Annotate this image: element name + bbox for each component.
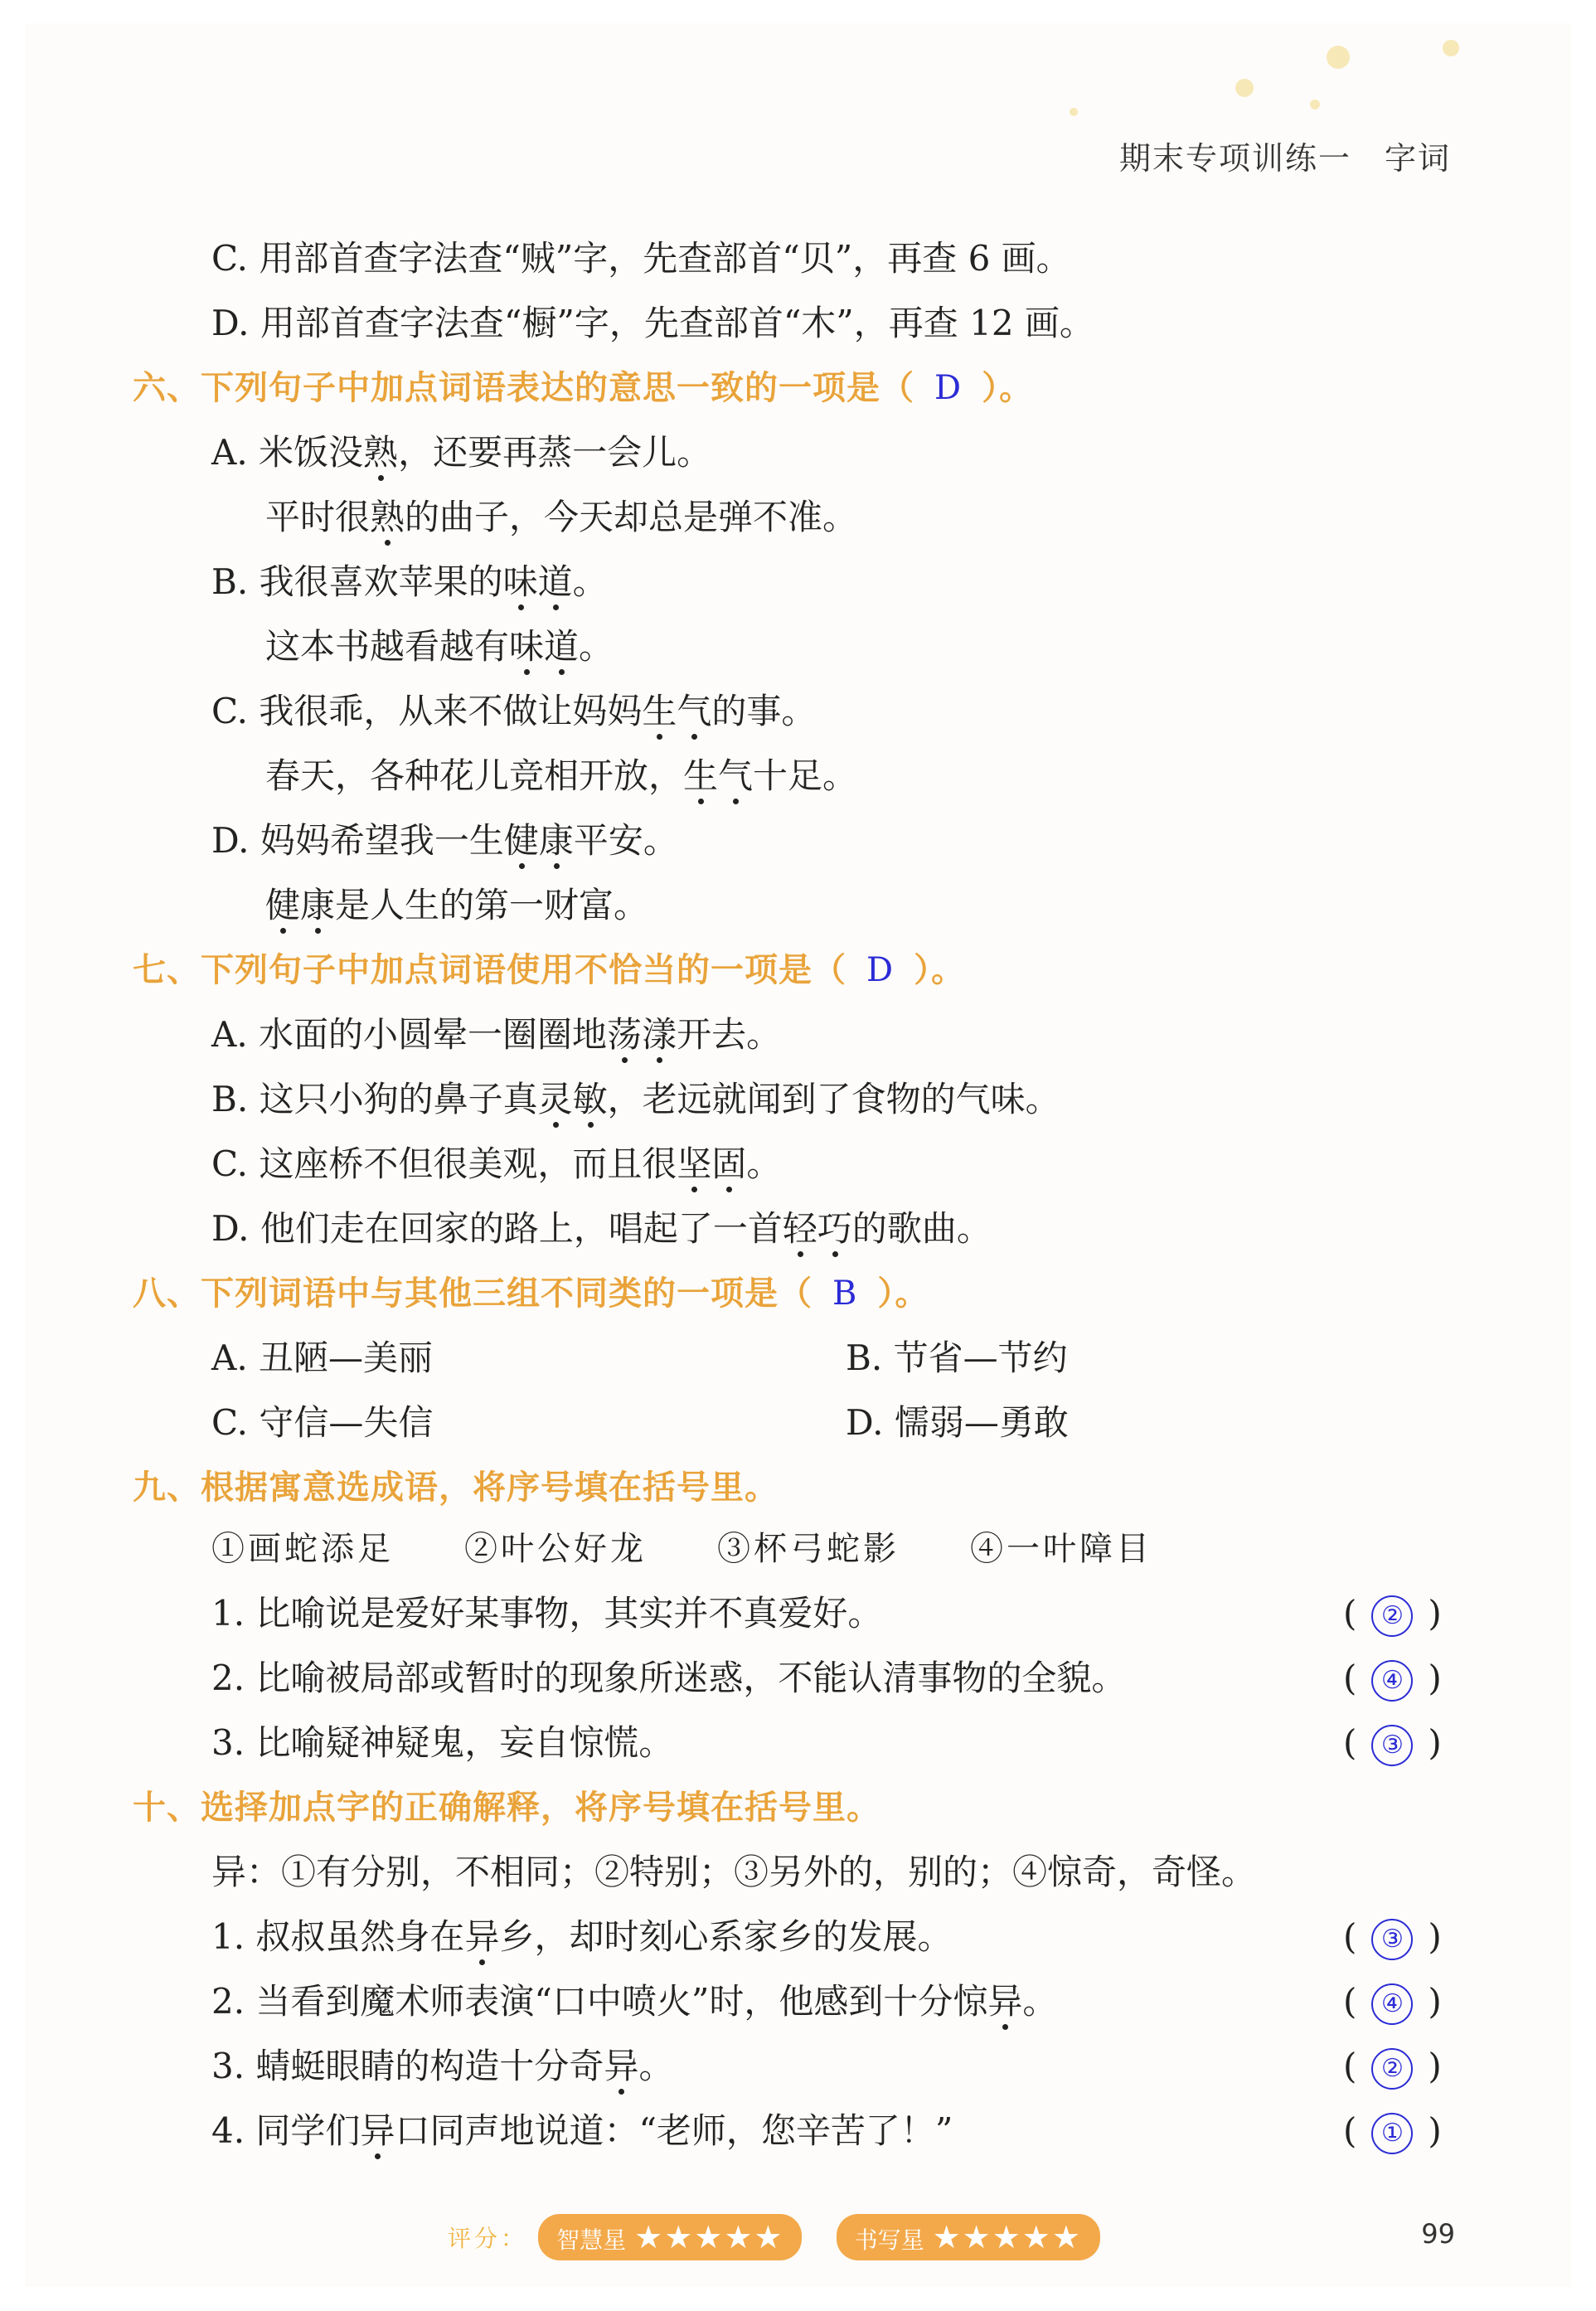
section-9-title: 九、根据寓意选成语，将序号填在括号里。 <box>133 1469 779 1507</box>
dotted-char: 灵 <box>537 1079 573 1119</box>
text: 平时很 <box>265 497 371 537</box>
option-c-q6 <box>211 688 816 735</box>
text: 。 <box>746 1143 782 1184</box>
star-rating-icon: ★★★★★ <box>634 2219 784 2255</box>
sparkle-decoration <box>1310 100 1320 109</box>
paren-close: ) <box>1428 2110 1442 2151</box>
idiom-choice: ②叶公好龙 <box>464 1530 647 1568</box>
text: 乡，却时刻心系家乡的发展。 <box>499 1916 953 1957</box>
answer-box-10-4 <box>1343 2108 1442 2154</box>
section-6-text: 六、下列句子中加点词语表达的意思一致的一项是（ <box>133 369 914 407</box>
section-6-answer: D <box>934 369 963 407</box>
answer-box-10-2 <box>1343 1978 1442 2025</box>
question-10-1 <box>211 1914 952 1960</box>
answer-mark: ③ <box>1371 1725 1413 1766</box>
text: B. 我很喜欢苹果的 <box>211 561 503 602</box>
answer-mark: ① <box>1371 2113 1413 2154</box>
dotted-char: 康 <box>300 885 336 925</box>
option-b-q6 <box>211 559 608 605</box>
dotted-char: 漾 <box>642 1014 677 1055</box>
dotted-char: 气 <box>718 755 754 796</box>
paren-open: ( <box>1343 1658 1357 1698</box>
paren-close: ) <box>1428 1916 1442 1957</box>
section-8-title <box>133 1270 929 1317</box>
text: 3. 蜻蜓眼睛的构造十分奇 <box>211 2046 604 2086</box>
text: 的曲子，今天却总是弹不准。 <box>405 497 858 537</box>
dotted-char: 熟 <box>363 432 399 473</box>
idiom-choices <box>211 1526 1223 1572</box>
header-section: 期末专项训练一 <box>1118 140 1351 177</box>
option-d-q6-line2 <box>265 882 648 929</box>
paren-close: ) <box>1428 2046 1442 2086</box>
writing-star-badge <box>837 2214 1100 2260</box>
section-10-title: 十、选择加点字的正确解释，将序号填在括号里。 <box>133 1789 880 1827</box>
text: 的事。 <box>711 691 817 731</box>
idiom-choice: ③杯弓蛇影 <box>717 1530 900 1568</box>
text: C. 我很乖，从来不做让妈妈 <box>211 691 643 731</box>
paren-open: ( <box>1343 1981 1357 2022</box>
paren-open: ( <box>1343 1722 1357 1763</box>
page-header <box>1119 133 1451 178</box>
option-c-q7 <box>211 1141 781 1187</box>
paren-open: ( <box>1343 2110 1357 2151</box>
text: 春天，各种花儿竞相开放， <box>265 755 684 796</box>
paren-open: ( <box>1343 1593 1357 1634</box>
text: 。 <box>1022 1981 1058 2022</box>
paren-open: ( <box>1343 1916 1357 1957</box>
section-7-answer: D <box>866 951 895 989</box>
text: 这本书越看越有 <box>265 626 510 667</box>
dotted-char: 生 <box>683 755 719 796</box>
text: 开去。 <box>677 1014 782 1055</box>
header-topic: 字词 <box>1384 140 1451 177</box>
dotted-char: 味 <box>509 626 545 667</box>
sparkle-decoration <box>1070 108 1078 116</box>
answer-box-9-3 <box>1343 1720 1442 1766</box>
sparkle-decoration <box>1235 79 1254 97</box>
option-b-q8: B. 节省—节约 <box>846 1338 1068 1378</box>
option-a-q8: A. 丑陋—美丽 <box>211 1338 434 1378</box>
option-b-q6-line2 <box>265 624 614 670</box>
answer-box-9-2 <box>1343 1655 1442 1702</box>
text: C. 这座桥不但很美观，而且很 <box>211 1143 677 1184</box>
idiom-choice: ④一叶障目 <box>970 1530 1152 1568</box>
text: A. 水面的小圆晕一圈圈地 <box>211 1014 608 1055</box>
section-7-title <box>133 947 965 993</box>
dotted-char: 生 <box>642 691 677 731</box>
text: 。 <box>579 626 614 667</box>
section-6-title <box>133 365 1033 411</box>
option-b-q7 <box>211 1076 1060 1123</box>
paren-close: ) <box>1428 1981 1442 2022</box>
section-7-text: 七、下列句子中加点词语使用不恰当的一项是（ <box>133 951 847 989</box>
text: 的歌曲。 <box>851 1208 992 1249</box>
answer-mark: ② <box>1371 2048 1413 2090</box>
dotted-char: 荡 <box>607 1014 643 1055</box>
question-10-4 <box>211 2108 953 2154</box>
score-footer <box>448 2214 1130 2260</box>
text: 2. 当看到魔术师表演“口中喷火”时，他感到十分惊 <box>211 1981 988 2022</box>
answer-mark: ④ <box>1371 1983 1413 2025</box>
answer-mark: ③ <box>1371 1919 1413 1960</box>
wisdom-star-badge <box>538 2214 802 2260</box>
text: 十足。 <box>753 755 858 796</box>
option-c-q6-line2 <box>265 753 857 799</box>
dotted-char: 异 <box>604 2046 639 2086</box>
question-10-2 <box>211 1978 1057 2025</box>
badge-label: 书写星 <box>854 2226 924 2254</box>
sparkle-decoration <box>1443 40 1459 56</box>
dotted-char: 气 <box>677 691 712 731</box>
dotted-char: 健 <box>503 820 539 861</box>
text: A. 米饭没 <box>211 432 364 473</box>
dotted-char: 异 <box>360 2110 395 2151</box>
dotted-char: 巧 <box>817 1208 852 1249</box>
section-6-end: ）。 <box>982 369 1034 407</box>
text: 口同声地说道：“老师，您辛苦了！” <box>395 2110 953 2151</box>
option-a-q6 <box>211 430 711 476</box>
option-d-q7 <box>211 1206 992 1252</box>
dotted-char: 康 <box>538 820 574 861</box>
answer-box-10-1 <box>1343 1914 1442 1960</box>
text: 平安。 <box>573 820 678 861</box>
dotted-char: 健 <box>265 885 301 925</box>
text: B. 这只小狗的鼻子真 <box>211 1079 538 1119</box>
paren-close: ) <box>1428 1658 1442 1698</box>
option-c-q8: C. 守信—失信 <box>211 1402 434 1443</box>
section-8-answer: B <box>832 1274 858 1313</box>
option-c-q5: C. 用部首查字法查“贼”字，先查部首“贝”，再查 6 画。 <box>211 238 1071 279</box>
answer-box-9-1 <box>1343 1590 1442 1637</box>
badge-label: 智慧星 <box>556 2226 627 2254</box>
section-7-end: ）。 <box>914 951 966 989</box>
text: 。 <box>572 561 608 602</box>
answer-mark: ② <box>1371 1595 1413 1637</box>
question-9-3: 3. 比喻疑神疑鬼，妄自惊慌。 <box>211 1722 674 1763</box>
question-9-1: 1. 比喻说是爱好某事物，其实并不真爱好。 <box>211 1593 883 1634</box>
text: D. 他们走在回家的路上，唱起了一首 <box>211 1208 783 1249</box>
text: 。 <box>638 2046 674 2086</box>
sparkle-decoration <box>1327 46 1350 69</box>
dotted-char: 熟 <box>370 497 405 537</box>
dotted-char: 异 <box>987 1981 1023 2022</box>
dotted-char: 固 <box>711 1143 747 1184</box>
section-8-text: 八、下列词语中与其他三组不同类的一项是（ <box>133 1274 813 1313</box>
text: 是人生的第一财富。 <box>335 885 649 925</box>
definition-10: 异：①有分别，不相同；②特别；③另外的，别的；④惊奇，奇怪。 <box>211 1852 1257 1892</box>
question-9-2: 2. 比喻被局部或暂时的现象所迷惑，不能认清事物的全貌。 <box>211 1658 1127 1698</box>
paren-open: ( <box>1343 2046 1357 2086</box>
dotted-char: 道 <box>544 626 580 667</box>
paren-close: ) <box>1428 1722 1442 1763</box>
text: 4. 同学们 <box>211 2110 361 2151</box>
text: ，还要再蒸一会儿。 <box>398 432 712 473</box>
text: 1. 叔叔虽然身在 <box>211 1916 465 1957</box>
option-d-q5: D. 用部首查字法查“橱”字，先查部首“木”，再查 12 画。 <box>211 303 1094 343</box>
answer-mark: ④ <box>1371 1660 1413 1702</box>
dotted-char: 轻 <box>782 1208 817 1249</box>
page-number: 99 <box>1421 2218 1455 2250</box>
option-a-q6-line2 <box>265 494 857 541</box>
question-10-3 <box>211 2043 673 2090</box>
option-d-q6 <box>211 818 678 864</box>
text: D. 妈妈希望我一生 <box>211 820 504 861</box>
dotted-char: 敏 <box>572 1079 608 1119</box>
dotted-char: 味 <box>502 561 538 602</box>
option-d-q8: D. 懦弱—勇敢 <box>846 1402 1069 1443</box>
score-label: 评分： <box>448 2225 528 2252</box>
idiom-choice: ①画蛇添足 <box>211 1530 394 1568</box>
answer-box-10-3 <box>1343 2043 1442 2090</box>
section-8-end: ）。 <box>877 1274 929 1313</box>
text: ，老远就闻到了食物的气味。 <box>607 1079 1060 1119</box>
dotted-char: 坚 <box>677 1143 712 1184</box>
dotted-char: 道 <box>537 561 573 602</box>
dotted-char: 异 <box>464 1916 500 1957</box>
star-rating-icon: ★★★★★ <box>932 2219 1082 2255</box>
option-a-q7 <box>211 1012 781 1058</box>
paren-close: ) <box>1428 1593 1442 1634</box>
